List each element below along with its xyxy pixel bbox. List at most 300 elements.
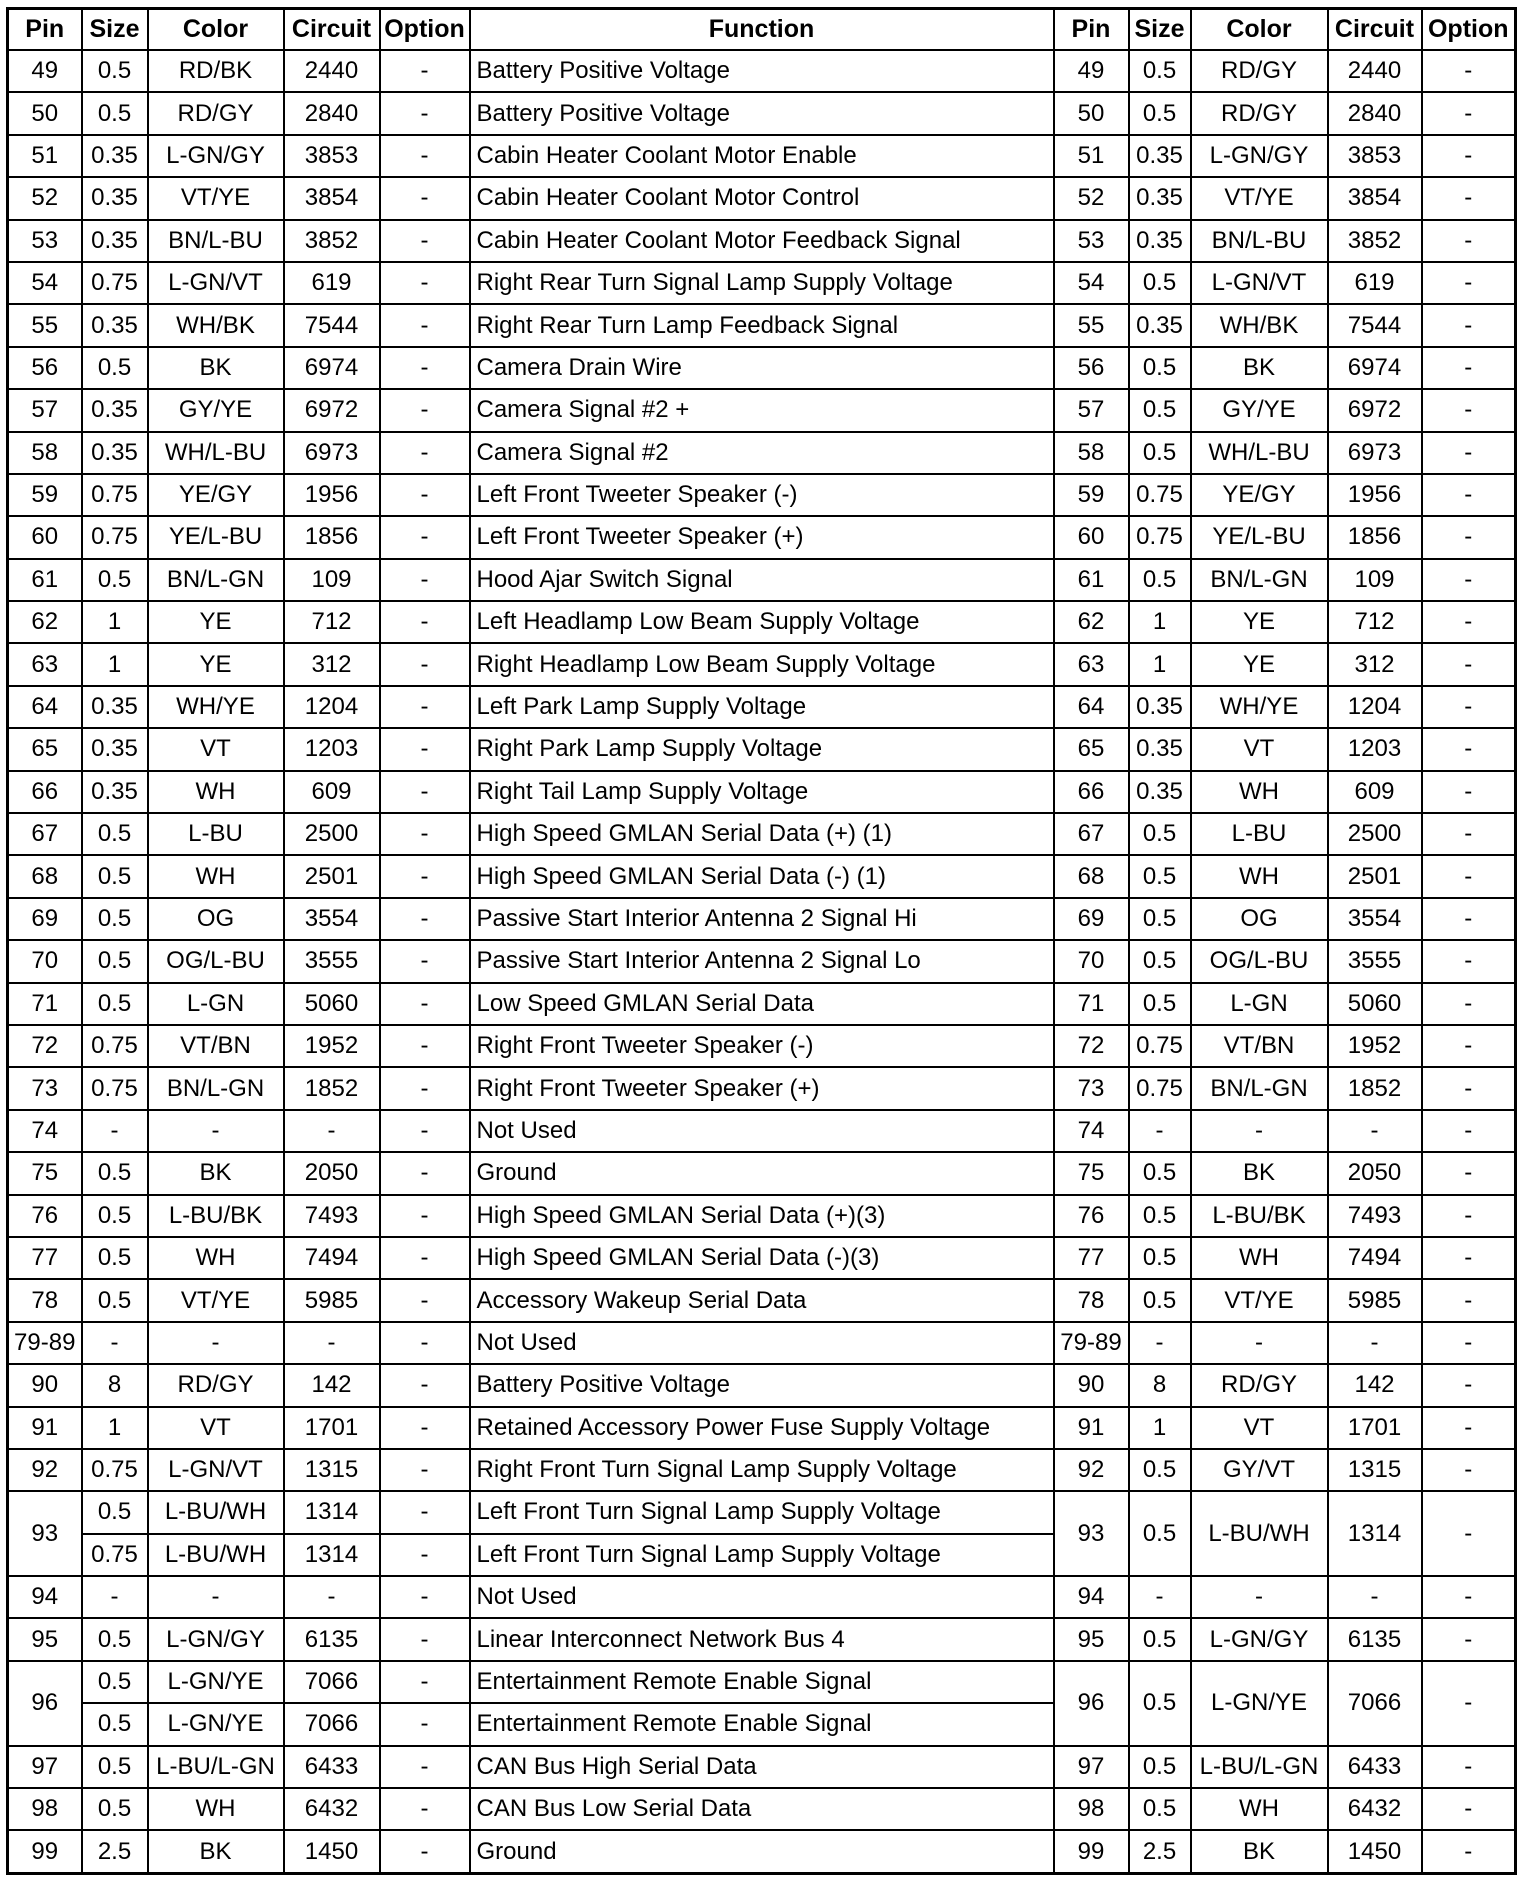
function-cell: Camera Drain Wire	[470, 347, 1054, 389]
color-cell: YE/GY	[148, 474, 284, 516]
color-cell: BK	[148, 1152, 284, 1194]
size-cell-right: 1	[1129, 1407, 1191, 1449]
circuit-cell-right: 5985	[1328, 1279, 1422, 1321]
pin-cell-right: 64	[1054, 686, 1129, 728]
option-cell-right: -	[1422, 559, 1516, 601]
option-cell: -	[380, 1491, 470, 1533]
option-cell-right: -	[1422, 1491, 1516, 1576]
table-row	[8, 1025, 1516, 1067]
option-cell-right: -	[1422, 643, 1516, 685]
option-cell: -	[380, 1576, 470, 1618]
pin-cell-right: 79-89	[1054, 1322, 1129, 1364]
size-cell: 2.5	[82, 1830, 148, 1873]
pin-cell: 68	[8, 855, 82, 897]
option-cell: -	[380, 347, 470, 389]
pin-cell-right: 94	[1054, 1576, 1129, 1618]
function-cell: High Speed GMLAN Serial Data (+) (1)	[470, 813, 1054, 855]
color-cell: BN/L-GN	[148, 1067, 284, 1109]
option-cell-right: -	[1422, 1746, 1516, 1788]
pin-cell: 73	[8, 1067, 82, 1109]
pin-cell: 97	[8, 1746, 82, 1788]
option-cell-right: -	[1422, 1237, 1516, 1279]
option-cell: -	[380, 1661, 470, 1703]
color-cell-right: L-BU/L-GN	[1191, 1746, 1328, 1788]
function-cell: Right Rear Turn Lamp Feedback Signal	[470, 304, 1054, 346]
size-cell-right: -	[1129, 1322, 1191, 1364]
option-cell: -	[380, 940, 470, 982]
size-cell-right: 0.5	[1129, 940, 1191, 982]
option-cell: -	[380, 1322, 470, 1364]
option-cell: -	[380, 432, 470, 474]
pinout-table	[6, 7, 1517, 1875]
circuit-cell-right: 2501	[1328, 855, 1422, 897]
size-cell-right: 0.5	[1129, 1449, 1191, 1491]
header-color-left: Color	[148, 9, 284, 51]
pin-cell: 74	[8, 1110, 82, 1152]
circuit-cell-right: 1203	[1328, 728, 1422, 770]
function-cell: Camera Signal #2 +	[470, 389, 1054, 431]
table-row	[8, 1322, 1516, 1364]
color-cell: YE	[148, 643, 284, 685]
pin-cell-right: 57	[1054, 389, 1129, 431]
size-cell-right: 0.5	[1129, 855, 1191, 897]
table-row	[8, 940, 1516, 982]
size-cell-right: 0.5	[1129, 347, 1191, 389]
circuit-cell: 712	[284, 601, 380, 643]
option-cell: -	[380, 1449, 470, 1491]
pin-cell: 49	[8, 50, 82, 92]
color-cell-right: -	[1191, 1110, 1328, 1152]
pin-cell-right: 71	[1054, 983, 1129, 1025]
function-cell: Cabin Heater Coolant Motor Feedback Signal	[470, 220, 1054, 262]
color-cell: -	[148, 1110, 284, 1152]
pin-cell-right: 50	[1054, 92, 1129, 134]
circuit-cell: 7066	[284, 1661, 380, 1703]
option-cell-right: -	[1422, 50, 1516, 92]
circuit-cell: 2501	[284, 855, 380, 897]
color-cell-right: -	[1191, 1576, 1328, 1618]
option-cell-right: -	[1422, 1279, 1516, 1321]
size-cell-right: 0.5	[1129, 1195, 1191, 1237]
size-cell: 0.5	[82, 1661, 148, 1703]
header-function: Function	[470, 9, 1054, 51]
size-cell: -	[82, 1110, 148, 1152]
table-row	[8, 516, 1516, 558]
pin-cell-right: 92	[1054, 1449, 1129, 1491]
pin-cell-right: 73	[1054, 1067, 1129, 1109]
circuit-cell: 2050	[284, 1152, 380, 1194]
size-cell: 0.5	[82, 92, 148, 134]
circuit-cell: 3853	[284, 135, 380, 177]
size-cell-right: -	[1129, 1110, 1191, 1152]
circuit-cell-right: 1701	[1328, 1407, 1422, 1449]
pin-cell: 76	[8, 1195, 82, 1237]
table-row	[8, 601, 1516, 643]
pin-cell-right: 65	[1054, 728, 1129, 770]
option-cell-right: -	[1422, 1830, 1516, 1873]
size-cell-right: 0.5	[1129, 898, 1191, 940]
table-row	[8, 177, 1516, 219]
circuit-cell: 2440	[284, 50, 380, 92]
color-cell: VT/BN	[148, 1025, 284, 1067]
pin-cell: 98	[8, 1788, 82, 1830]
color-cell-right: VT	[1191, 1407, 1328, 1449]
pin-cell: 63	[8, 643, 82, 685]
function-cell: Entertainment Remote Enable Signal	[470, 1703, 1054, 1745]
circuit-cell-right: 3554	[1328, 898, 1422, 940]
pin-cell: 77	[8, 1237, 82, 1279]
color-cell: BN/L-BU	[148, 220, 284, 262]
size-cell-right: 1	[1129, 643, 1191, 685]
option-cell: -	[380, 1025, 470, 1067]
option-cell-right: -	[1422, 601, 1516, 643]
table-row	[8, 135, 1516, 177]
pin-cell-right: 52	[1054, 177, 1129, 219]
color-cell: BK	[148, 347, 284, 389]
pin-cell-right: 99	[1054, 1830, 1129, 1873]
option-cell-right: -	[1422, 1152, 1516, 1194]
option-cell: -	[380, 1279, 470, 1321]
size-cell: 0.35	[82, 771, 148, 813]
table-row	[8, 1449, 1516, 1491]
function-cell: Left Park Lamp Supply Voltage	[470, 686, 1054, 728]
pin-cell: 60	[8, 516, 82, 558]
table-row	[8, 1618, 1516, 1660]
size-cell: 0.5	[82, 1195, 148, 1237]
size-cell-right: 0.5	[1129, 1491, 1191, 1576]
circuit-cell: 2500	[284, 813, 380, 855]
size-cell-right: 1	[1129, 601, 1191, 643]
table-row	[8, 1152, 1516, 1194]
option-cell: -	[380, 304, 470, 346]
circuit-cell: 6974	[284, 347, 380, 389]
pinout-rows	[8, 50, 1516, 1873]
option-cell: -	[380, 262, 470, 304]
function-cell: Camera Signal #2	[470, 432, 1054, 474]
circuit-cell-right: 1856	[1328, 516, 1422, 558]
color-cell: L-BU/WH	[148, 1491, 284, 1533]
option-cell-right: -	[1422, 92, 1516, 134]
size-cell-right: 0.75	[1129, 474, 1191, 516]
circuit-cell-right: 1952	[1328, 1025, 1422, 1067]
pin-cell-right: 97	[1054, 1746, 1129, 1788]
pin-cell: 54	[8, 262, 82, 304]
pin-cell: 67	[8, 813, 82, 855]
option-cell-right: -	[1422, 1576, 1516, 1618]
pin-cell-right: 68	[1054, 855, 1129, 897]
circuit-cell-right: 6972	[1328, 389, 1422, 431]
size-cell: 0.35	[82, 220, 148, 262]
color-cell: BK	[148, 1830, 284, 1873]
circuit-cell: 1315	[284, 1449, 380, 1491]
circuit-cell: 1314	[284, 1491, 380, 1533]
function-cell: Accessory Wakeup Serial Data	[470, 1279, 1054, 1321]
option-cell: -	[380, 559, 470, 601]
function-cell: Left Front Turn Signal Lamp Supply Voltage	[470, 1534, 1054, 1576]
size-cell-right: 0.5	[1129, 262, 1191, 304]
option-cell-right: -	[1422, 1407, 1516, 1449]
circuit-cell-right: 6135	[1328, 1618, 1422, 1660]
size-cell: 0.5	[82, 983, 148, 1025]
function-cell: Low Speed GMLAN Serial Data	[470, 983, 1054, 1025]
pin-cell: 90	[8, 1364, 82, 1406]
circuit-cell-right: 6433	[1328, 1746, 1422, 1788]
size-cell: 0.75	[82, 516, 148, 558]
circuit-cell-right: 1956	[1328, 474, 1422, 516]
pin-cell-right: 74	[1054, 1110, 1129, 1152]
pin-cell-right: 96	[1054, 1661, 1129, 1746]
header-color-right: Color	[1191, 9, 1328, 51]
circuit-cell-right: -	[1328, 1110, 1422, 1152]
function-cell: Left Headlamp Low Beam Supply Voltage	[470, 601, 1054, 643]
header-size-left: Size	[82, 9, 148, 51]
option-cell: -	[380, 1152, 470, 1194]
circuit-cell-right: 6974	[1328, 347, 1422, 389]
option-cell-right: -	[1422, 686, 1516, 728]
size-cell-right: 0.75	[1129, 1067, 1191, 1109]
option-cell-right: -	[1422, 1364, 1516, 1406]
pin-cell-right: 54	[1054, 262, 1129, 304]
option-cell-right: -	[1422, 771, 1516, 813]
circuit-cell-right: -	[1328, 1322, 1422, 1364]
circuit-cell-right: 142	[1328, 1364, 1422, 1406]
table-row	[8, 643, 1516, 685]
color-cell: L-GN/GY	[148, 1618, 284, 1660]
table-row	[8, 347, 1516, 389]
pin-cell: 58	[8, 432, 82, 474]
color-cell-right: OG	[1191, 898, 1328, 940]
color-cell-right: WH	[1191, 1237, 1328, 1279]
option-cell-right: -	[1422, 813, 1516, 855]
function-cell: Linear Interconnect Network Bus 4	[470, 1618, 1054, 1660]
pin-cell-right: 60	[1054, 516, 1129, 558]
size-cell: -	[82, 1322, 148, 1364]
option-cell-right: -	[1422, 1661, 1516, 1746]
color-cell-right: RD/GY	[1191, 50, 1328, 92]
circuit-cell-right: 7494	[1328, 1237, 1422, 1279]
function-cell: Right Front Turn Signal Lamp Supply Voltage	[470, 1449, 1054, 1491]
color-cell-right: L-BU	[1191, 813, 1328, 855]
color-cell-right: RD/GY	[1191, 92, 1328, 134]
option-cell: -	[380, 728, 470, 770]
table-row	[8, 50, 1516, 92]
circuit-cell-right: 6973	[1328, 432, 1422, 474]
circuit-cell: 6433	[284, 1746, 380, 1788]
function-cell: Passive Start Interior Antenna 2 Signal Hi	[470, 898, 1054, 940]
color-cell: WH	[148, 1788, 284, 1830]
circuit-cell: 1314	[284, 1534, 380, 1576]
color-cell: L-BU/WH	[148, 1534, 284, 1576]
size-cell-right: 0.5	[1129, 813, 1191, 855]
table-row	[8, 1788, 1516, 1830]
size-cell: 0.35	[82, 389, 148, 431]
table-row	[8, 432, 1516, 474]
circuit-cell: 7493	[284, 1195, 380, 1237]
option-cell: -	[380, 601, 470, 643]
pin-cell: 65	[8, 728, 82, 770]
pin-cell-right: 63	[1054, 643, 1129, 685]
color-cell-right: YE/L-BU	[1191, 516, 1328, 558]
size-cell-right: 0.35	[1129, 220, 1191, 262]
size-cell: 0.5	[82, 1788, 148, 1830]
circuit-cell: 1856	[284, 516, 380, 558]
function-cell: Right Rear Turn Signal Lamp Supply Voltage	[470, 262, 1054, 304]
circuit-cell-right: -	[1328, 1576, 1422, 1618]
circuit-cell: 5985	[284, 1279, 380, 1321]
size-cell: 0.5	[82, 50, 148, 92]
option-cell: -	[380, 686, 470, 728]
function-cell: Not Used	[470, 1576, 1054, 1618]
option-cell-right: -	[1422, 389, 1516, 431]
size-cell: 0.35	[82, 432, 148, 474]
color-cell-right: BN/L-GN	[1191, 1067, 1328, 1109]
function-cell: Battery Positive Voltage	[470, 50, 1054, 92]
pin-cell-right: 76	[1054, 1195, 1129, 1237]
color-cell-right: L-GN/GY	[1191, 135, 1328, 177]
function-cell: Left Front Tweeter Speaker (-)	[470, 474, 1054, 516]
pin-cell-right: 59	[1054, 474, 1129, 516]
color-cell-right: VT/YE	[1191, 177, 1328, 219]
pin-cell-right: 55	[1054, 304, 1129, 346]
color-cell: WH	[148, 855, 284, 897]
table-row	[8, 813, 1516, 855]
option-cell: -	[380, 1788, 470, 1830]
circuit-cell-right: 7544	[1328, 304, 1422, 346]
option-cell: -	[380, 50, 470, 92]
size-cell-right: 0.5	[1129, 389, 1191, 431]
size-cell-right: 0.5	[1129, 50, 1191, 92]
circuit-cell: 1701	[284, 1407, 380, 1449]
size-cell: 0.35	[82, 728, 148, 770]
circuit-cell: 619	[284, 262, 380, 304]
pin-cell-right: 53	[1054, 220, 1129, 262]
pin-cell-right: 91	[1054, 1407, 1129, 1449]
size-cell-right: 0.5	[1129, 1237, 1191, 1279]
pin-cell: 69	[8, 898, 82, 940]
function-cell: Not Used	[470, 1110, 1054, 1152]
color-cell-right: L-BU/WH	[1191, 1491, 1328, 1576]
header-size-right: Size	[1129, 9, 1191, 51]
table-row	[8, 262, 1516, 304]
option-cell: -	[380, 813, 470, 855]
color-cell: YE/L-BU	[148, 516, 284, 558]
circuit-cell: 3854	[284, 177, 380, 219]
option-cell-right: -	[1422, 1025, 1516, 1067]
color-cell: L-BU	[148, 813, 284, 855]
circuit-cell: 6432	[284, 1788, 380, 1830]
circuit-cell-right: 1315	[1328, 1449, 1422, 1491]
size-cell: 0.75	[82, 1025, 148, 1067]
function-cell: Ground	[470, 1152, 1054, 1194]
color-cell: VT/YE	[148, 1279, 284, 1321]
option-cell: -	[380, 1067, 470, 1109]
color-cell: GY/YE	[148, 389, 284, 431]
option-cell-right: -	[1422, 135, 1516, 177]
color-cell-right: BN/L-BU	[1191, 220, 1328, 262]
size-cell: 0.5	[82, 1491, 148, 1533]
header-circuit-left: Circuit	[284, 9, 380, 51]
circuit-cell: 3554	[284, 898, 380, 940]
circuit-cell-right: 609	[1328, 771, 1422, 813]
size-cell: 0.5	[82, 1703, 148, 1745]
circuit-cell: 312	[284, 643, 380, 685]
color-cell-right: BN/L-GN	[1191, 559, 1328, 601]
size-cell: 0.5	[82, 347, 148, 389]
color-cell: YE	[148, 601, 284, 643]
circuit-cell-right: 2440	[1328, 50, 1422, 92]
pin-cell: 57	[8, 389, 82, 431]
color-cell: L-GN/VT	[148, 262, 284, 304]
pin-cell: 78	[8, 1279, 82, 1321]
size-cell-right: 0.5	[1129, 983, 1191, 1025]
option-cell: -	[380, 1703, 470, 1745]
table-row	[8, 855, 1516, 897]
table-row	[8, 304, 1516, 346]
table-row	[8, 1407, 1516, 1449]
option-cell-right: -	[1422, 1322, 1516, 1364]
size-cell-right: 0.5	[1129, 1661, 1191, 1746]
circuit-cell-right: 109	[1328, 559, 1422, 601]
size-cell-right: 8	[1129, 1364, 1191, 1406]
option-cell: -	[380, 516, 470, 558]
color-cell: L-GN	[148, 983, 284, 1025]
option-cell-right: -	[1422, 304, 1516, 346]
table-row	[8, 686, 1516, 728]
circuit-cell: -	[284, 1322, 380, 1364]
option-cell: -	[380, 135, 470, 177]
header-row	[8, 9, 1516, 51]
pin-cell: 79-89	[8, 1322, 82, 1364]
option-cell-right: -	[1422, 432, 1516, 474]
circuit-cell-right: 312	[1328, 643, 1422, 685]
function-cell: High Speed GMLAN Serial Data (-)(3)	[470, 1237, 1054, 1279]
pin-cell: 92	[8, 1449, 82, 1491]
option-cell-right: -	[1422, 1788, 1516, 1830]
circuit-cell: 3852	[284, 220, 380, 262]
size-cell: 1	[82, 1407, 148, 1449]
color-cell-right: L-GN/GY	[1191, 1618, 1328, 1660]
size-cell-right: 0.35	[1129, 304, 1191, 346]
function-cell: Right Front Tweeter Speaker (+)	[470, 1067, 1054, 1109]
header-circuit-right: Circuit	[1328, 9, 1422, 51]
pin-cell-right: 56	[1054, 347, 1129, 389]
table-row	[8, 1110, 1516, 1152]
function-cell: High Speed GMLAN Serial Data (+)(3)	[470, 1195, 1054, 1237]
option-cell-right: -	[1422, 898, 1516, 940]
option-cell: -	[380, 1830, 470, 1873]
circuit-cell-right: 1314	[1328, 1491, 1422, 1576]
color-cell: RD/GY	[148, 92, 284, 134]
size-cell: -	[82, 1576, 148, 1618]
size-cell: 0.75	[82, 1067, 148, 1109]
circuit-cell: 6135	[284, 1618, 380, 1660]
color-cell-right: YE	[1191, 643, 1328, 685]
circuit-cell-right: 3852	[1328, 220, 1422, 262]
option-cell-right: -	[1422, 1110, 1516, 1152]
table-row	[8, 771, 1516, 813]
size-cell-right: 0.5	[1129, 92, 1191, 134]
option-cell-right: -	[1422, 940, 1516, 982]
circuit-cell-right: 2500	[1328, 813, 1422, 855]
size-cell-right: 0.35	[1129, 686, 1191, 728]
circuit-cell: 1952	[284, 1025, 380, 1067]
circuit-cell: -	[284, 1110, 380, 1152]
color-cell-right: BK	[1191, 1152, 1328, 1194]
table-row	[8, 389, 1516, 431]
color-cell: L-BU/L-GN	[148, 1746, 284, 1788]
circuit-cell: -	[284, 1576, 380, 1618]
size-cell-right: 0.5	[1129, 1746, 1191, 1788]
